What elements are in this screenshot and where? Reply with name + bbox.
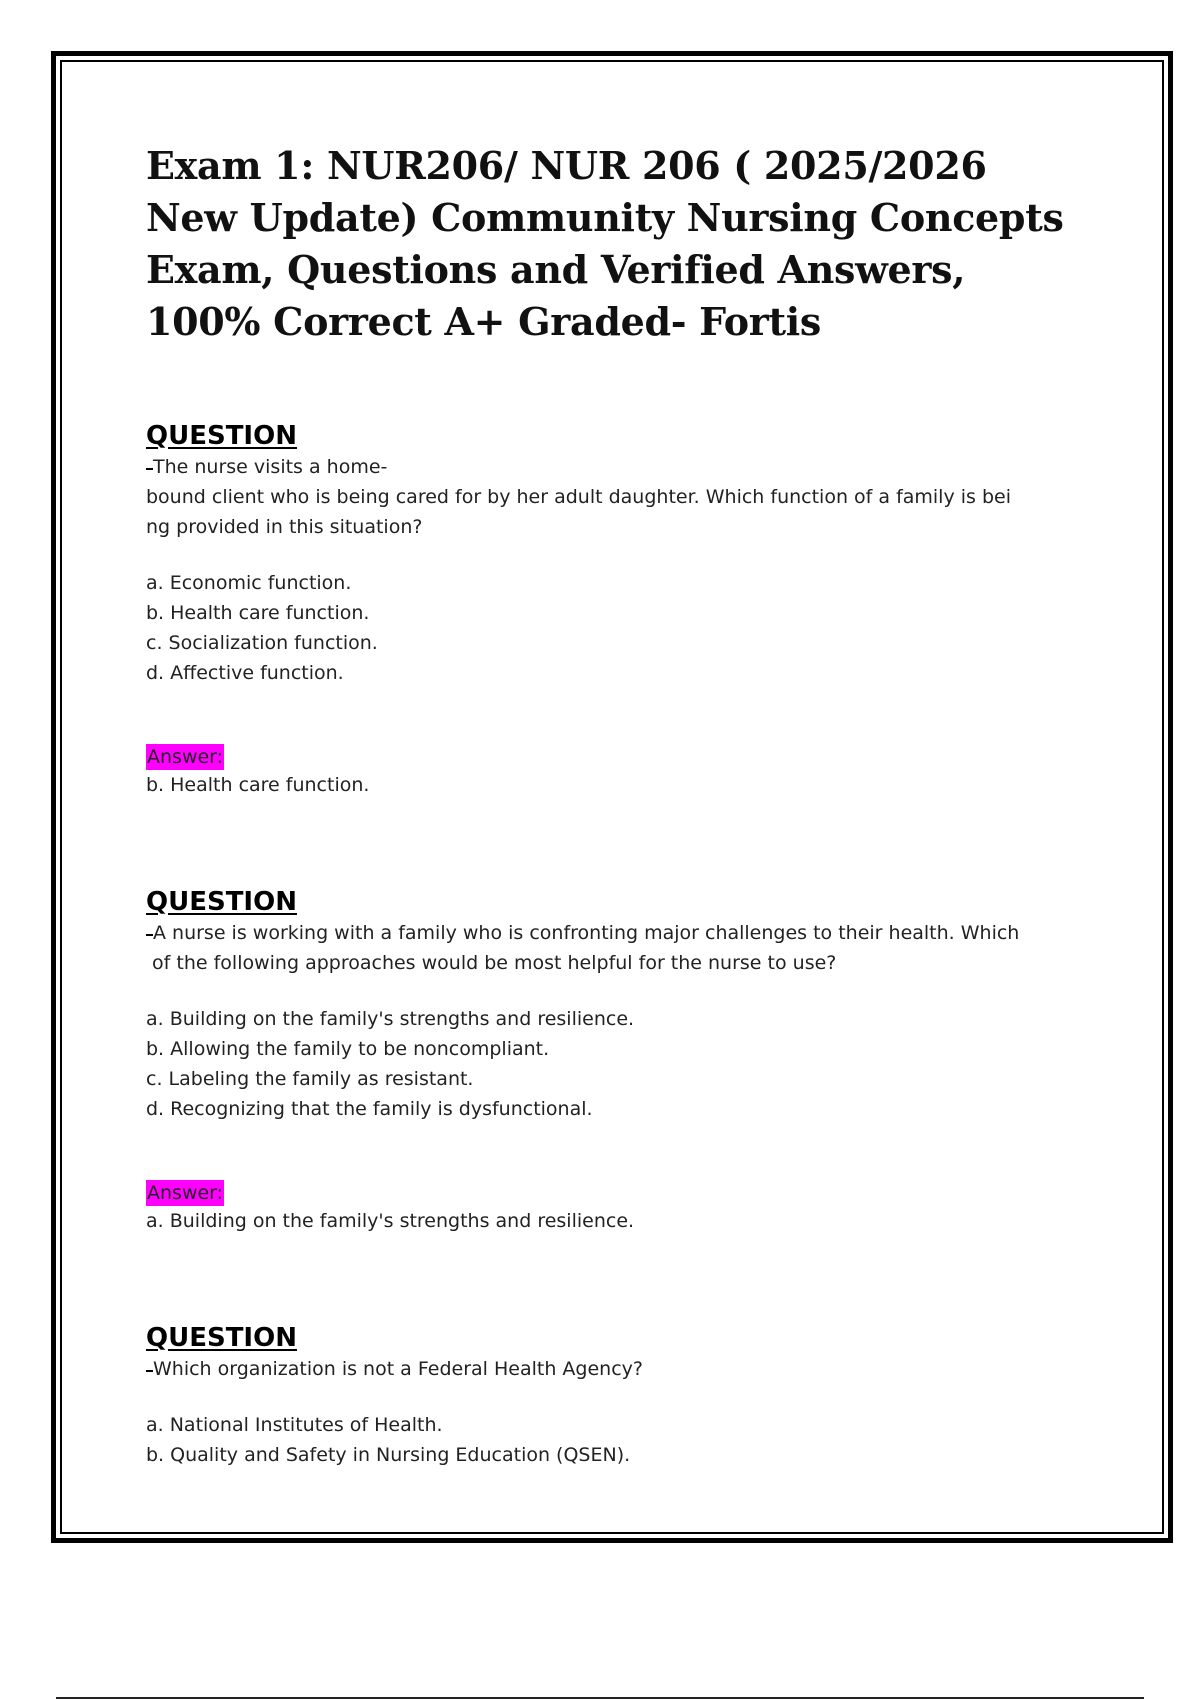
question-heading: QUESTION [146,421,297,451]
option-b: b. Allowing the family to be noncompliant. [146,1038,550,1060]
question-heading: QUESTION [146,1323,297,1353]
answer-text: a. Building on the family's strengths and resilience. [146,1210,635,1232]
options-list [146,1004,1086,1124]
options-list [146,1410,1086,1470]
question-text-line [146,918,1086,948]
question-block-2 [146,886,1086,1236]
question-text-line [146,452,1086,482]
question-text: The nurse visits a home- [153,456,388,478]
answer-label: Answer: [147,1182,224,1204]
answer-text: b. Health care function. [146,774,370,796]
option-a: a. Building on the family's strengths and resilience. [146,1008,635,1030]
option-d: d. Affective function. [146,662,344,684]
option-c: c. Socialization function. [146,632,378,654]
question-block-1 [146,420,1086,800]
question-text-line: of the following approaches would be most helpful for the nurse to use? [146,952,837,974]
option-a: a. Economic function. [146,572,352,594]
question-text-line: ng provided in this situation? [146,516,423,538]
question-text: Which organization is not a Federal Health Agency? [153,1358,643,1380]
underscore-mark [146,1354,153,1372]
option-b: b. Quality and Safety in Nursing Education (QSEN). [146,1444,631,1466]
options-list [146,568,1086,688]
option-c: c. Labeling the family as resistant. [146,1068,474,1090]
answer-label: Answer: [147,746,224,768]
option-b: b. Health care function. [146,602,370,624]
question-text-line [146,1354,1086,1384]
underscore-mark [146,452,153,470]
option-a: a. National Institutes of Health. [146,1414,443,1436]
footer-divider [56,1697,1144,1699]
underscore-mark [146,918,153,936]
document-content [146,140,1086,1470]
option-d: d. Recognizing that the family is dysfunctional. [146,1098,593,1120]
question-heading: QUESTION [146,887,297,917]
document-title: Exam 1: NUR206/ NUR 206 ( 2025/2026 New Update) Community Nursing Concepts Exam, Questions and Verified Answers, 100% Correct A+ Graded- Fortis [146,143,1064,344]
question-text-line: bound client who is being cared for by her adult daughter. Which function of a family is bei [146,486,1011,508]
question-text: A nurse is working with a family who is confronting major challenges to their health. Which [153,922,1020,944]
question-block-3 [146,1322,1086,1470]
